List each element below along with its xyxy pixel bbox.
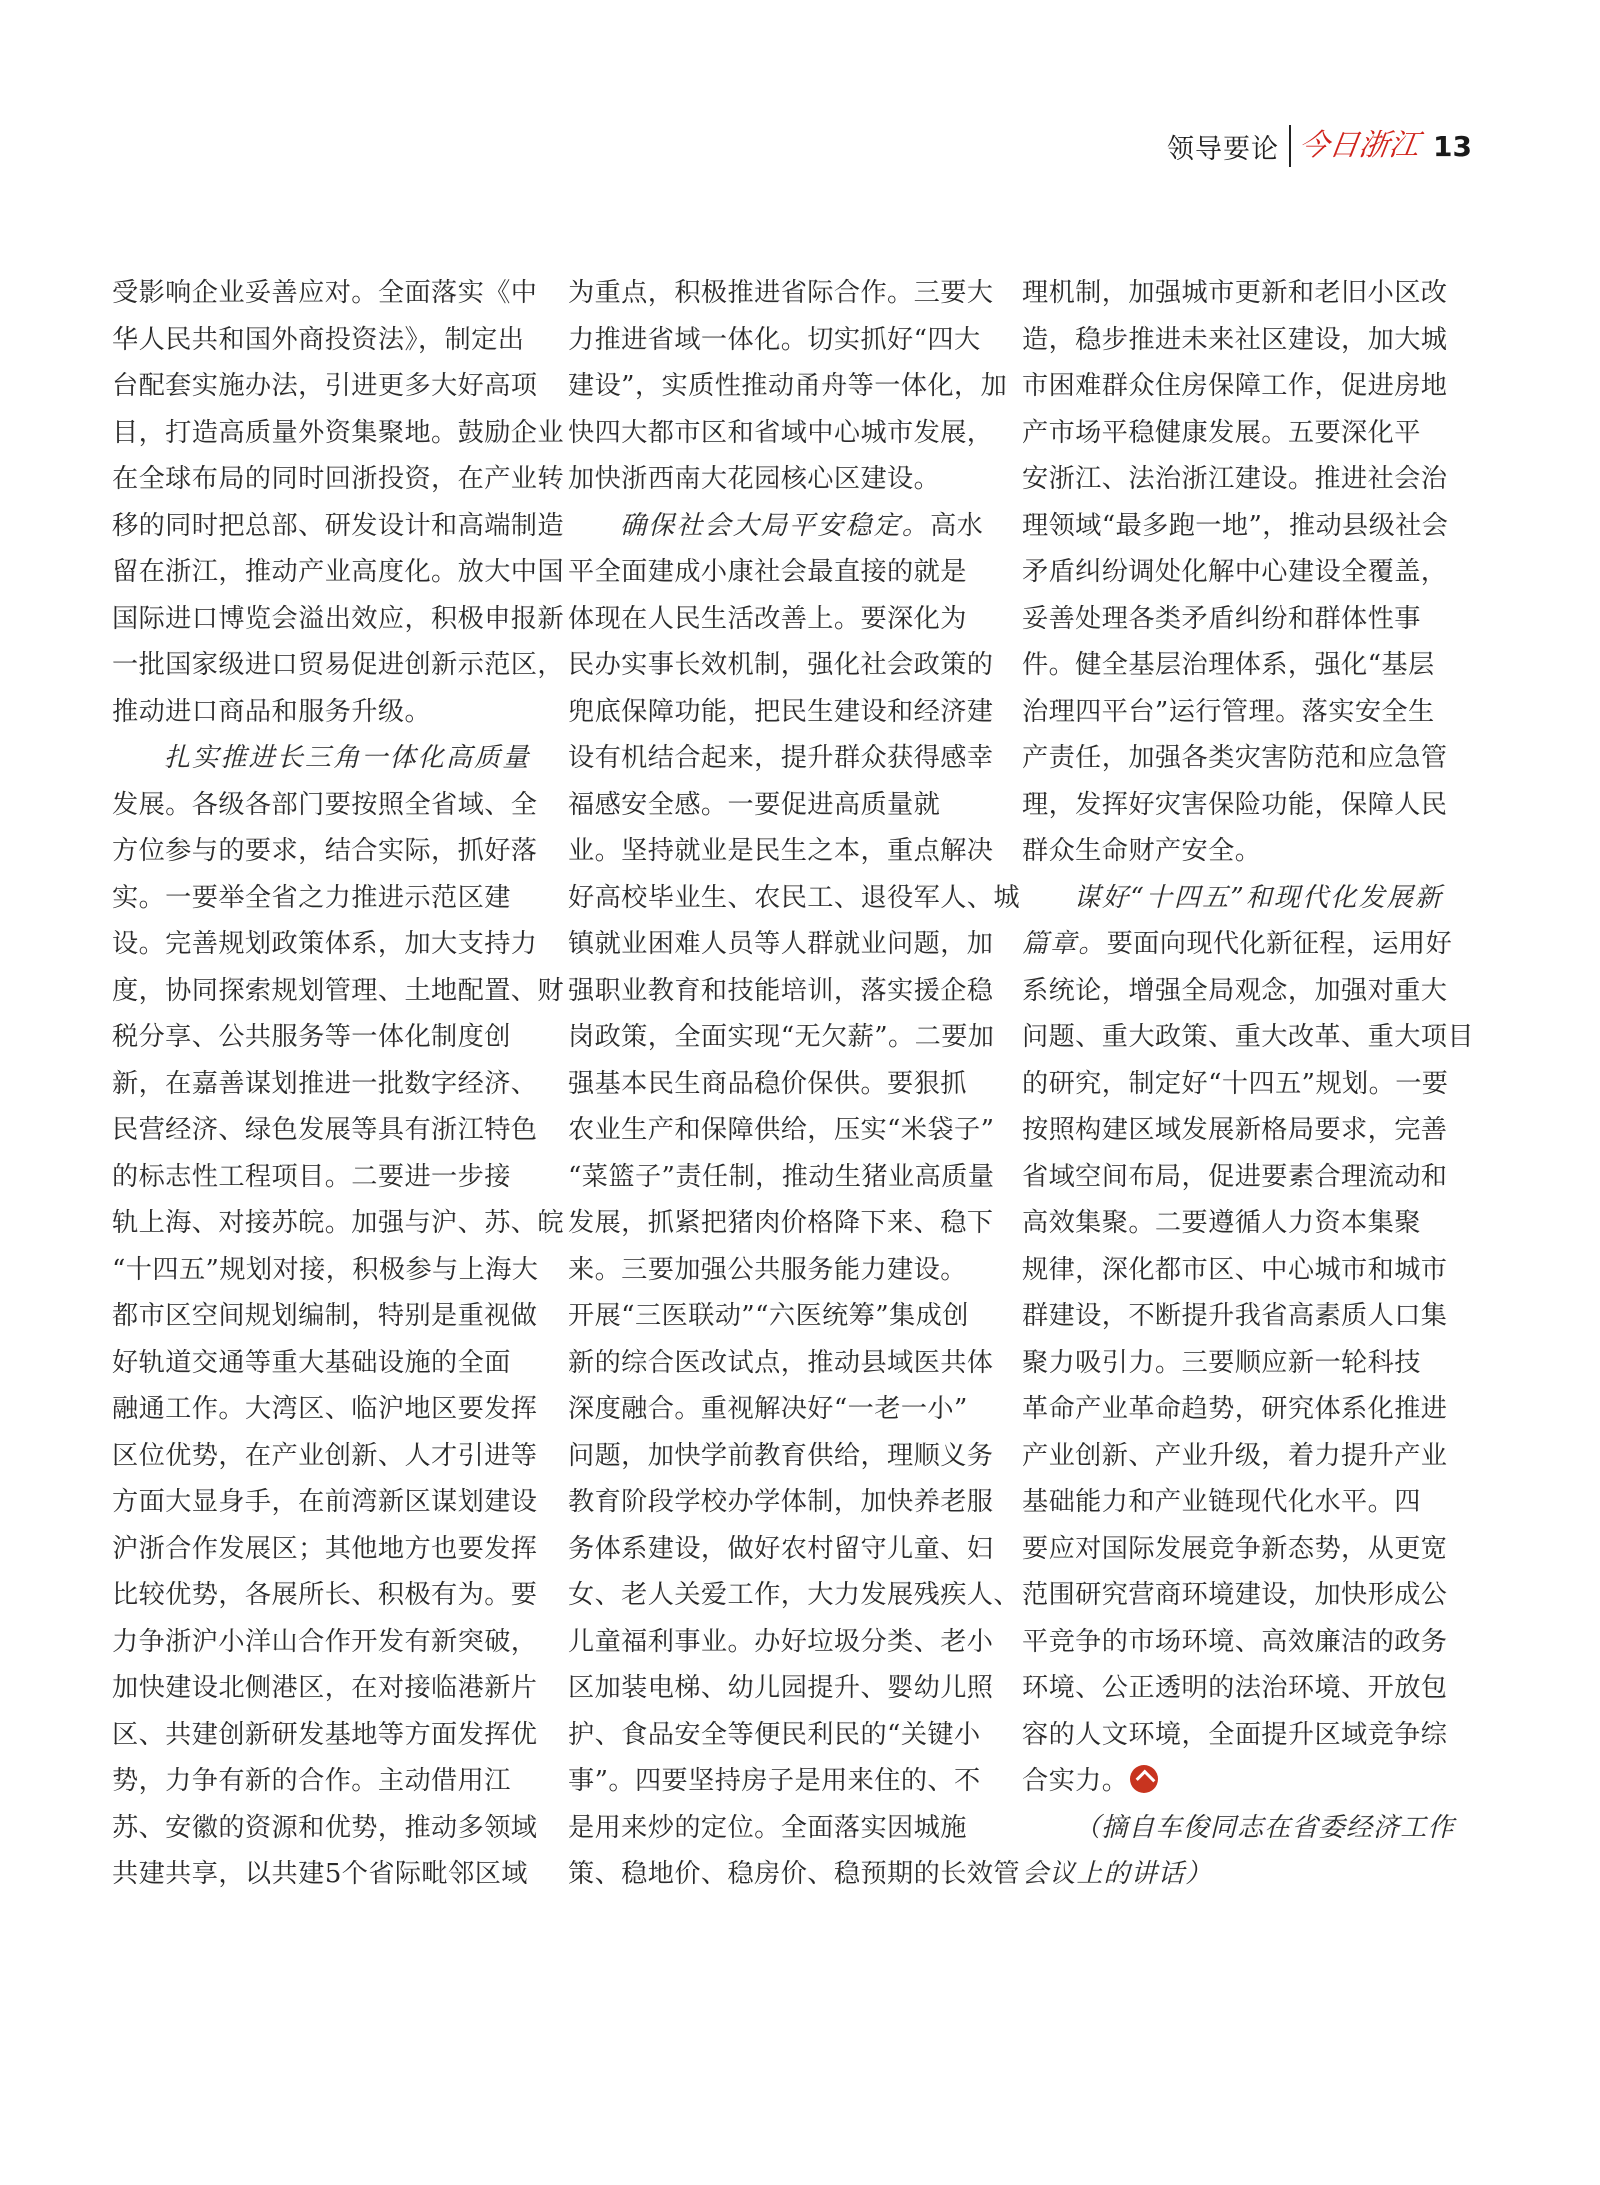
text-line bbox=[568, 1665, 994, 1712]
section-heading: 谋好“十四五”和现代化发展新 bbox=[1074, 882, 1444, 913]
body-text: 度，协同探索规划管理、土地配置、财 bbox=[112, 975, 564, 1006]
text-line bbox=[1022, 270, 1448, 317]
body-text: 设。完善规划政策体系，加大支持力 bbox=[112, 929, 538, 959]
body-text: 要应对国际发展竞争新态势，从更宽 bbox=[1022, 1533, 1448, 1564]
body-text: 妥善处理各类矛盾纠纷和群体性事 bbox=[1022, 603, 1421, 634]
text-line bbox=[1022, 1665, 1448, 1712]
body-text: 儿童福利事业。办好垃圾分类、老小 bbox=[568, 1626, 994, 1657]
text-line bbox=[568, 1851, 1020, 1898]
body-text: 理机制，加强城市更新和老旧小区改 bbox=[1022, 278, 1448, 308]
text-line bbox=[568, 1014, 995, 1061]
body-text: 按照构建区域发展新格局要求，完善 bbox=[1022, 1115, 1448, 1145]
text-line bbox=[112, 1014, 532, 1061]
text-line bbox=[1022, 1014, 1474, 1061]
page-header bbox=[1167, 118, 1472, 174]
text-line bbox=[1022, 1386, 1448, 1433]
body-text: 好轨道交通等重大基础设施的全面 bbox=[112, 1347, 511, 1378]
text-line bbox=[568, 1572, 1020, 1619]
text-line bbox=[112, 1154, 532, 1201]
text-line bbox=[112, 782, 538, 829]
text-line bbox=[112, 1061, 538, 1108]
body-text: 建设”，实质性推动甬舟等一体化，加 bbox=[568, 371, 1008, 401]
body-text: 产市场平稳健康发展。五要深化平 bbox=[1022, 417, 1421, 448]
text-column-2 bbox=[568, 270, 1020, 1898]
body-text: 区、共建创新研发基地等方面发挥优 bbox=[112, 1719, 538, 1750]
section-title: 领导要论 bbox=[1167, 133, 1280, 165]
body-text: 造，稳步推进未来社区建设，加大城 bbox=[1022, 324, 1448, 355]
body-text: 的研究，制定好“十四五”规划。一要 bbox=[1022, 1068, 1449, 1099]
body-text: 强职业教育和技能培训，落实援企稳 bbox=[568, 975, 994, 1006]
body-text: 区位优势，在产业创新、人才引进等 bbox=[112, 1440, 538, 1471]
body-text: 融通工作。大湾区、临沪地区要发挥 bbox=[112, 1394, 538, 1424]
body-text: 安浙江、法治浙江建设。推进社会治 bbox=[1022, 464, 1448, 494]
source-note: 会议上的讲话） bbox=[1022, 1859, 1213, 1889]
body-text: 轨上海、对接苏皖。加强与沪、苏、皖 bbox=[112, 1208, 564, 1238]
text-line bbox=[112, 1340, 532, 1387]
body-text: 策、稳地价、稳房价、稳预期的长效管 bbox=[568, 1859, 1020, 1889]
body-text: “十四五”规划对接，积极参与上海大 bbox=[112, 1254, 539, 1285]
text-line bbox=[568, 1805, 988, 1852]
text-line bbox=[568, 875, 1020, 922]
text-line bbox=[1022, 1200, 1442, 1247]
text-line bbox=[1022, 1851, 1442, 1898]
text-line bbox=[1022, 596, 1442, 643]
text-line bbox=[1022, 1247, 1448, 1294]
body-text: 女、老人关爱工作，大力发展残疾人、 bbox=[568, 1580, 1020, 1610]
body-text: 福感安全感。一要促进高质量就 bbox=[568, 789, 941, 820]
body-text: 开展“三医联动”“六医统筹”集成创 bbox=[568, 1301, 969, 1331]
text-line bbox=[568, 1154, 995, 1201]
body-text: 区加装电梯、幼儿园提升、婴幼儿照 bbox=[568, 1673, 994, 1703]
body-text: 治理四平台”运行管理。落实安全生 bbox=[1022, 696, 1435, 727]
text-line bbox=[568, 1479, 994, 1526]
text-line bbox=[112, 1293, 538, 1340]
body-text: 力推进省域一体化。切实抓好“四大 bbox=[568, 324, 981, 355]
body-text: 沪浙合作发展区；其他地方也要发挥 bbox=[112, 1533, 538, 1564]
body-text: 护、食品安全等便民利民的“关键小 bbox=[568, 1719, 981, 1750]
text-line bbox=[112, 1619, 538, 1666]
text-line bbox=[568, 596, 988, 643]
body-text: 留在浙江，推动产业高度化。放大中国 bbox=[112, 557, 564, 587]
text-line bbox=[112, 735, 532, 782]
body-text: 产责任，加强各类灾害防范和应急管 bbox=[1022, 743, 1448, 773]
text-line bbox=[112, 1526, 538, 1573]
text-line bbox=[1022, 828, 1442, 875]
text-line bbox=[112, 968, 564, 1015]
body-text: 实。一要举全省之力推进示范区建 bbox=[112, 882, 511, 913]
text-line bbox=[568, 1061, 988, 1108]
body-text: 新，在嘉善谋划推进一批数字经济、 bbox=[112, 1068, 538, 1099]
text-line bbox=[112, 410, 564, 457]
text-line bbox=[568, 456, 988, 503]
text-line bbox=[112, 689, 532, 736]
body-text: 基础能力和产业链现代化水平。四 bbox=[1022, 1487, 1421, 1517]
text-line bbox=[1022, 456, 1448, 503]
text-line bbox=[568, 689, 994, 736]
text-line bbox=[1022, 735, 1448, 782]
text-line bbox=[1022, 1340, 1442, 1387]
text-line bbox=[568, 1386, 988, 1433]
text-line bbox=[112, 1805, 538, 1852]
body-text: 来。三要加强公共服务能力建设。 bbox=[568, 1254, 967, 1285]
body-text: 苏、安徽的资源和优势，推动多领域 bbox=[112, 1812, 538, 1843]
text-column-1 bbox=[112, 270, 564, 1898]
body-text: 革命产业革命趋势，研究体系化推进 bbox=[1022, 1394, 1448, 1424]
text-line bbox=[1022, 1572, 1448, 1619]
body-text: 都市区空间规划编制，特别是重视做 bbox=[112, 1301, 538, 1331]
text-line bbox=[1022, 1433, 1448, 1480]
body-text: “菜篮子”责任制，推动生猪业高质量 bbox=[568, 1161, 995, 1192]
text-line bbox=[1022, 642, 1442, 689]
body-text: 件。健全基层治理体系，强化“基层 bbox=[1022, 650, 1435, 680]
body-text: 问题、重大政策、重大改革、重大项目 bbox=[1022, 1022, 1474, 1052]
body-text: 平竞争的市场环境、高效廉洁的政务 bbox=[1022, 1626, 1448, 1657]
text-line bbox=[112, 456, 564, 503]
body-text: 业。坚持就业是民生之本，重点解决 bbox=[568, 836, 994, 866]
text-line bbox=[568, 968, 994, 1015]
text-line bbox=[568, 1293, 988, 1340]
text-line bbox=[112, 921, 538, 968]
body-text: 发展，抓紧把猪肉价格降下来、稳下 bbox=[568, 1208, 994, 1238]
text-line bbox=[568, 1107, 995, 1154]
body-text: 市困难群众住房保障工作，促进房地 bbox=[1022, 371, 1448, 401]
body-text: 体现在人民生活改善上。要深化为 bbox=[568, 603, 967, 634]
body-text: 一批国家级进口贸易促进创新示范区， bbox=[112, 650, 564, 680]
body-text: 事”。四要坚持房子是用来住的、不 bbox=[568, 1766, 981, 1796]
text-line bbox=[1022, 875, 1442, 922]
text-line bbox=[1022, 410, 1442, 457]
body-text: 镇就业困难人员等人群就业问题，加 bbox=[568, 929, 994, 959]
body-text: 移的同时把总部、研发设计和高端制造 bbox=[112, 510, 564, 541]
body-text: 共建共享，以共建5个省际毗邻区域 bbox=[112, 1859, 528, 1889]
text-line bbox=[568, 1526, 994, 1573]
logo-text: 今日浙江 bbox=[1296, 128, 1422, 163]
text-line bbox=[1022, 317, 1448, 364]
body-text: 矛盾纠纷调处化解中心建设全覆盖， bbox=[1022, 557, 1448, 587]
text-line bbox=[112, 875, 532, 922]
text-line bbox=[112, 1851, 532, 1898]
text-line bbox=[112, 1758, 532, 1805]
body-text: 为重点，积极推进省际合作。三要大 bbox=[568, 278, 994, 308]
body-text: 快四大都市区和省域中心城市发展， bbox=[568, 417, 994, 448]
body-text: 容的人文环境，全面提升区域竞争综 bbox=[1022, 1719, 1448, 1750]
body-text: 发展。各级各部门要按照全省域、全 bbox=[112, 789, 538, 820]
text-line bbox=[568, 1433, 994, 1480]
text-line bbox=[112, 1479, 538, 1526]
body-text: 目，打造高质量外资集聚地。鼓励企业 bbox=[112, 417, 564, 448]
body-text: 合实力。 bbox=[1022, 1766, 1129, 1796]
text-line bbox=[568, 1200, 994, 1247]
body-text: 新的综合医改试点，推动县域医共体 bbox=[568, 1347, 994, 1378]
header-divider bbox=[1289, 125, 1291, 167]
text-line bbox=[112, 549, 564, 596]
text-line bbox=[568, 735, 994, 782]
body-text: 方面大显身手，在前湾新区谋划建设 bbox=[112, 1487, 538, 1517]
body-text: 产业创新、产业升级，着力提升产业 bbox=[1022, 1440, 1448, 1471]
text-line bbox=[568, 782, 988, 829]
body-text: 比较优势，各展所长、积极有为。要 bbox=[112, 1580, 538, 1610]
body-text: 是用来炒的定位。全面落实因城施 bbox=[568, 1812, 967, 1843]
text-line bbox=[112, 828, 538, 875]
body-text: 强基本民生商品稳价保供。要狠抓 bbox=[568, 1068, 967, 1099]
text-line bbox=[112, 317, 532, 364]
text-line bbox=[568, 828, 994, 875]
body-text: 势，力争有新的合作。主动借用江 bbox=[112, 1766, 511, 1796]
text-line bbox=[1022, 1154, 1448, 1201]
text-line bbox=[1022, 503, 1449, 550]
body-text: 问题，加快学前教育供给，理顺义务 bbox=[568, 1440, 994, 1471]
text-line bbox=[568, 503, 988, 550]
text-line bbox=[568, 642, 994, 689]
body-text: 范围研究营商环境建设，加快形成公 bbox=[1022, 1580, 1448, 1610]
text-line bbox=[1022, 1712, 1448, 1759]
body-text: 环境、公正透明的法治环境、开放包 bbox=[1022, 1673, 1448, 1703]
body-text: 省域空间布局，促进要素合理流动和 bbox=[1022, 1161, 1448, 1192]
body-text: 在全球布局的同时回浙投资，在产业转 bbox=[112, 464, 564, 494]
text-line bbox=[1022, 1107, 1448, 1154]
text-line bbox=[112, 1572, 538, 1619]
body-text: 兜底保障功能，把民生建设和经济建 bbox=[568, 696, 994, 727]
text-line bbox=[112, 1200, 564, 1247]
body-text: 设有机结合起来，提升群众获得感幸 bbox=[568, 743, 994, 773]
body-text: 务体系建设，做好农村留守儿童、妇 bbox=[568, 1533, 994, 1564]
section-heading: 篇章。 bbox=[1022, 929, 1107, 959]
text-line bbox=[1022, 968, 1448, 1015]
source-note: （摘自车俊同志在省委经济工作 bbox=[1074, 1812, 1455, 1843]
text-line bbox=[568, 1340, 994, 1387]
text-line bbox=[112, 1712, 538, 1759]
body-text: 高效集聚。二要遵循人力资本集聚 bbox=[1022, 1208, 1421, 1238]
text-line bbox=[1022, 1619, 1448, 1666]
text-line bbox=[1022, 1479, 1442, 1526]
text-line bbox=[1022, 1758, 1442, 1805]
body-text: 力争浙沪小洋山合作开发有新突破， bbox=[112, 1626, 538, 1657]
body-text: 方位参与的要求，结合实际，抓好落 bbox=[112, 836, 538, 866]
text-line bbox=[112, 1433, 538, 1480]
body-text: 规律，深化都市区、中心城市和城市 bbox=[1022, 1254, 1448, 1285]
body-text: 台配套实施办法，引进更多大好高项 bbox=[112, 371, 538, 401]
body-text: 的标志性工程项目。二要进一步接 bbox=[112, 1161, 511, 1192]
text-line bbox=[568, 1758, 988, 1805]
body-text: 好高校毕业生、农民工、退役军人、城 bbox=[568, 882, 1020, 913]
text-line bbox=[568, 363, 1008, 410]
text-line bbox=[112, 270, 538, 317]
page-number: 13 bbox=[1433, 129, 1472, 163]
text-line bbox=[112, 363, 538, 410]
body-text: 高水 bbox=[930, 510, 984, 541]
section-heading: 确保社会大局平安稳定。 bbox=[620, 510, 931, 541]
body-text: 加快建设北侧港区，在对接临港新片 bbox=[112, 1673, 538, 1703]
text-line bbox=[568, 1619, 994, 1666]
text-line bbox=[1022, 1293, 1448, 1340]
body-text: 国际进口博览会溢出效应，积极申报新 bbox=[112, 603, 564, 634]
text-line bbox=[568, 1247, 988, 1294]
text-line bbox=[112, 642, 564, 689]
body-text: 理领域“最多跑一地”，推动县级社会 bbox=[1022, 510, 1449, 541]
body-text: 平全面建成小康社会最直接的就是 bbox=[568, 557, 967, 587]
text-line bbox=[1022, 782, 1448, 829]
body-text: 受影响企业妥善应对。全面落实《中 bbox=[112, 278, 538, 308]
body-text: 群建设，不断提升我省高素质人口集 bbox=[1022, 1301, 1448, 1331]
body-text: 加快浙西南大花园核心区建设。 bbox=[568, 464, 941, 494]
text-line bbox=[1022, 1061, 1449, 1108]
body-text: 聚力吸引力。三要顺应新一轮科技 bbox=[1022, 1347, 1421, 1378]
body-text: 民营经济、绿色发展等具有浙江特色 bbox=[112, 1115, 538, 1145]
text-line bbox=[112, 503, 564, 550]
body-text: 深度融合。重视解决好“一老一小” bbox=[568, 1394, 968, 1424]
magazine-logo bbox=[1296, 128, 1422, 163]
body-text: 推动进口商品和服务升级。 bbox=[112, 696, 432, 727]
text-line bbox=[568, 317, 988, 364]
text-line bbox=[1022, 921, 1453, 968]
body-text: 华人民共和国外商投资法》，制定出 bbox=[112, 324, 525, 355]
body-text: 岗政策，全面实现“无欠薪”。二要加 bbox=[568, 1022, 995, 1052]
text-line bbox=[568, 1712, 988, 1759]
text-line bbox=[1022, 1526, 1448, 1573]
body-text: 农业生产和保障供给，压实“米袋子” bbox=[568, 1115, 995, 1145]
text-line bbox=[568, 549, 988, 596]
text-line bbox=[568, 410, 994, 457]
end-mark-icon bbox=[1130, 1765, 1158, 1793]
text-line bbox=[112, 1386, 538, 1433]
section-heading: 扎实推进长三角一体化高质量 bbox=[164, 743, 531, 773]
body-text: 民办实事长效机制，强化社会政策的 bbox=[568, 650, 994, 680]
body-text: 理，发挥好灾害保险功能，保障人民 bbox=[1022, 789, 1448, 820]
body-text: 要面向现代化新征程，运用好 bbox=[1106, 929, 1453, 959]
text-line bbox=[112, 596, 564, 643]
body-text: 群众生命财产安全。 bbox=[1022, 836, 1262, 866]
text-line bbox=[112, 1107, 538, 1154]
body-text: 系统论，增强全局观念，加强对重大 bbox=[1022, 975, 1448, 1006]
text-line bbox=[112, 1247, 539, 1294]
text-line bbox=[1022, 363, 1448, 410]
body-text: 税分享、公共服务等一体化制度创 bbox=[112, 1022, 511, 1052]
text-line bbox=[1022, 549, 1448, 596]
text-line bbox=[112, 1665, 538, 1712]
body-text: 教育阶段学校办学体制，加快养老服 bbox=[568, 1487, 994, 1517]
text-line bbox=[568, 270, 994, 317]
text-line bbox=[568, 921, 994, 968]
text-line bbox=[1022, 1805, 1455, 1852]
text-column-3 bbox=[1022, 270, 1474, 1898]
text-line bbox=[1022, 689, 1442, 736]
